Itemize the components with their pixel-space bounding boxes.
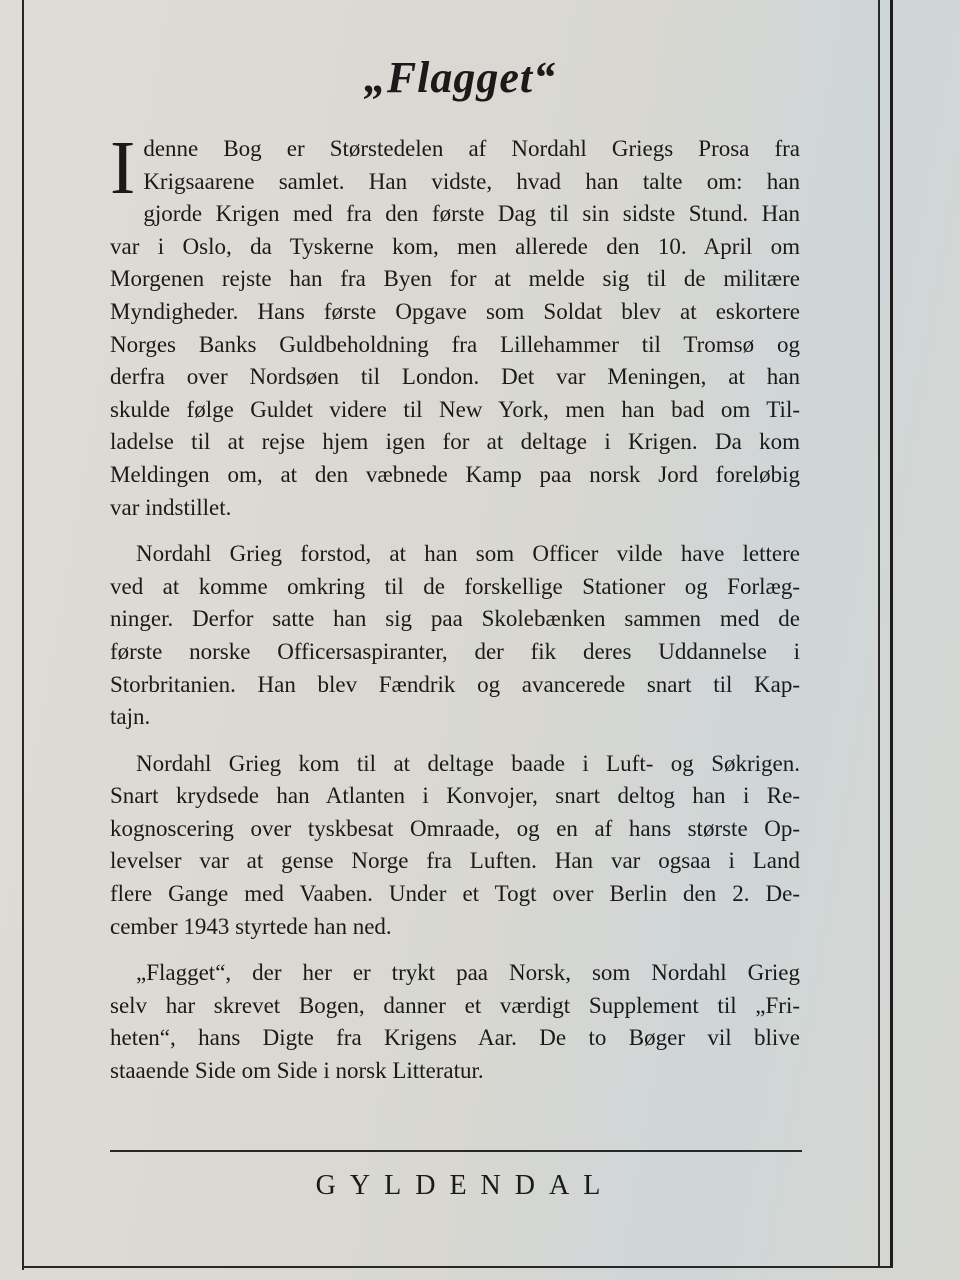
paragraph	[110, 126, 800, 524]
text-line: første norske Officersaspiranter, der fik deres Uddannelse i	[110, 638, 800, 664]
left-border-rule	[22, 0, 24, 1270]
text-line: „Flagget“, der her er trykt paa Norsk, som Nordahl Grieg	[136, 960, 800, 986]
text-line: heten“, hans Digte fra Krigens Aar. De to Bøger vil blive	[110, 1025, 800, 1051]
paragraph	[110, 538, 800, 734]
text-line: staaende Side om Side i norsk Litteratur.	[110, 1058, 484, 1084]
text-line: skulde følge Guldet videre til New York, men han bad om Til-	[110, 396, 800, 422]
text-line: gjorde Krigen med fra den første Dag til sin sidste Stund. Han	[143, 201, 800, 227]
right-border-rule-outer	[890, 0, 893, 1268]
text-line: var i Oslo, da Tyskerne kom, men allerede den 10. April om	[110, 233, 800, 259]
text-line: Storbritanien. Han blev Fændrik og avancerede snart til Kap-	[110, 671, 800, 697]
right-border-rule-inner	[878, 0, 880, 1268]
text-line: var indstillet.	[110, 494, 232, 520]
text-line: Nordahl Grieg forstod, at han som Officer vilde have lettere	[136, 541, 800, 567]
text-line: Norges Banks Guldbeholdning fra Lillehammer til Tromsø og	[110, 331, 800, 357]
text-line: tajn.	[110, 704, 151, 730]
text-line: Nordahl Grieg kom til at deltage baade i Luft- og Søkrigen.	[136, 750, 800, 776]
text-line: Krigsaarene samlet. Han vidste, hvad han talte om: han	[143, 168, 800, 194]
text-line: derfra over Nordsøen til London. Det var Meningen, at han	[110, 364, 800, 390]
text-line: cember 1943 styrtede han ned.	[110, 913, 392, 939]
text-line: selv har skrevet Bogen, danner et værdigt Supplement til „Fri-	[110, 992, 800, 1018]
page-title: „Flagget“	[363, 53, 557, 102]
text-line: ved at komme omkring til de forskellige Stationer og Forlæg-	[110, 573, 800, 599]
text-line: Myndigheder. Hans første Opgave som Soldat blev at eskortere	[110, 298, 800, 324]
text-line: Meldingen om, at den væbnede Kamp paa norsk Jord foreløbig	[110, 461, 800, 487]
paragraph	[110, 957, 800, 1087]
bottom-border-rule	[22, 1266, 892, 1268]
text-line: flere Gange med Vaaben. Under et Togt over Berlin den 2. De-	[110, 881, 800, 907]
text-line: kognoscering over tyskbesat Omraade, og en af hans største Op-	[110, 815, 800, 841]
separator-rule	[110, 1150, 802, 1152]
text-line: ladelse til at rejse hjem igen for at deltage i Krigen. Da kom	[110, 429, 800, 455]
text-line: levelser var at gense Norge fra Luften. Han var ogsaa i Land	[110, 848, 800, 874]
text-line: ninger. Derfor satte han sig paa Skolebænken sammen med de	[110, 606, 800, 632]
text-line: denne Bog er Størstedelen af Nordahl Griegs Prosa fra	[143, 136, 800, 161]
text-line: Morgenen rejste han fra Byen for at melde sig til de militære	[110, 266, 800, 292]
drop-cap: I	[110, 126, 136, 210]
paragraph	[110, 748, 800, 944]
text-line: Snart krydsede han Atlanten i Konvojer, snart deltog han i Re-	[110, 783, 800, 809]
body-text	[110, 126, 800, 1102]
publisher-name: GYLDENDAL	[315, 1170, 615, 1201]
